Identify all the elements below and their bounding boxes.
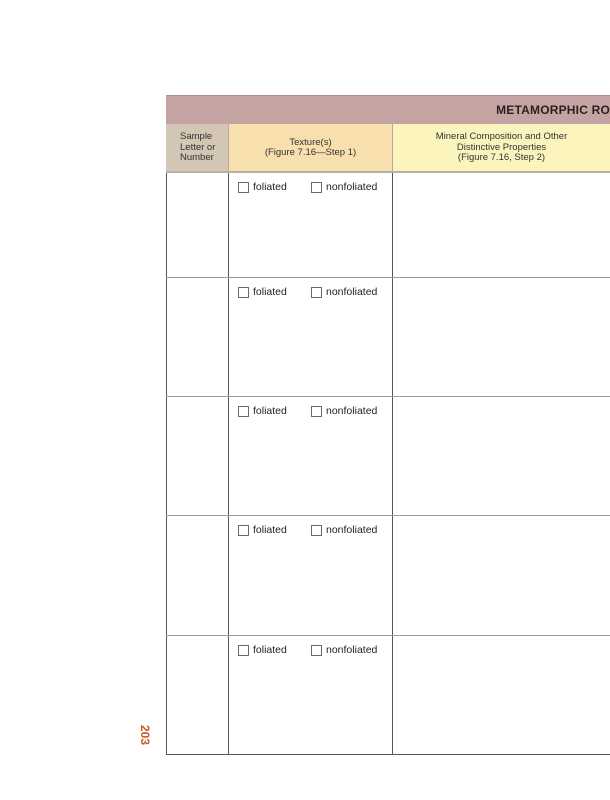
foliated-label: foliated [253, 405, 287, 417]
header-texture-label: Texture(s) (Figure 7.16—Step 1) [264, 136, 357, 158]
nonfoliated-label: nonfoliated [326, 405, 378, 417]
texture-cell [229, 397, 393, 515]
nonfoliated-label: nonfoliated [326, 644, 378, 656]
foliated-label: foliated [253, 181, 287, 193]
nonfoliated-option[interactable] [311, 181, 377, 193]
foliated-checkbox[interactable] [238, 525, 249, 536]
sample-cell[interactable] [166, 636, 229, 754]
nonfoliated-option[interactable] [311, 524, 377, 536]
foliated-option[interactable] [238, 286, 287, 298]
nonfoliated-option[interactable] [311, 644, 377, 656]
nonfoliated-option[interactable] [311, 286, 377, 298]
sample-cell[interactable] [166, 516, 229, 635]
mineral-cell[interactable] [393, 397, 610, 515]
header-mineral-label: Mineral Composition and Other Distinctive Properties (Figure 7.16, Step 2) [435, 131, 568, 164]
foliated-checkbox[interactable] [238, 406, 249, 417]
table-row [166, 636, 610, 755]
mineral-cell[interactable] [393, 173, 610, 277]
nonfoliated-checkbox[interactable] [311, 182, 322, 193]
foliated-label: foliated [253, 644, 287, 656]
page-number: 203 [138, 725, 152, 746]
nonfoliated-checkbox[interactable] [311, 525, 322, 536]
nonfoliated-checkbox[interactable] [311, 645, 322, 656]
nonfoliated-label: nonfoliated [326, 181, 378, 193]
nonfoliated-label: nonfoliated [326, 286, 378, 298]
table-row [166, 516, 610, 636]
table-row [166, 173, 610, 278]
header-sample [166, 124, 229, 172]
table-row [166, 397, 610, 516]
mineral-cell[interactable] [393, 278, 610, 396]
mineral-cell[interactable] [393, 516, 610, 635]
header-mineral [393, 124, 610, 172]
nonfoliated-checkbox[interactable] [311, 406, 322, 417]
header-texture [229, 124, 393, 172]
nonfoliated-label: nonfoliated [326, 524, 378, 536]
sample-cell[interactable] [166, 278, 229, 396]
table-title-bar [166, 95, 610, 124]
foliated-checkbox[interactable] [238, 287, 249, 298]
table-title: METAMORPHIC RO [496, 103, 610, 117]
sample-cell[interactable] [166, 173, 229, 277]
texture-cell [229, 516, 393, 635]
metamorphic-rocks-worksheet [166, 95, 610, 753]
foliated-option[interactable] [238, 181, 287, 193]
table-row [166, 278, 610, 397]
mineral-cell[interactable] [393, 636, 610, 754]
texture-cell [229, 173, 393, 277]
foliated-label: foliated [253, 524, 287, 536]
foliated-option[interactable] [238, 405, 287, 417]
sample-cell[interactable] [166, 397, 229, 515]
foliated-checkbox[interactable] [238, 645, 249, 656]
foliated-option[interactable] [238, 524, 287, 536]
texture-cell [229, 278, 393, 396]
header-sample-label: Sample Letter or Number [180, 131, 216, 164]
table-body [166, 173, 610, 755]
texture-cell [229, 636, 393, 754]
foliated-checkbox[interactable] [238, 182, 249, 193]
foliated-option[interactable] [238, 644, 287, 656]
nonfoliated-checkbox[interactable] [311, 287, 322, 298]
foliated-label: foliated [253, 286, 287, 298]
nonfoliated-option[interactable] [311, 405, 377, 417]
